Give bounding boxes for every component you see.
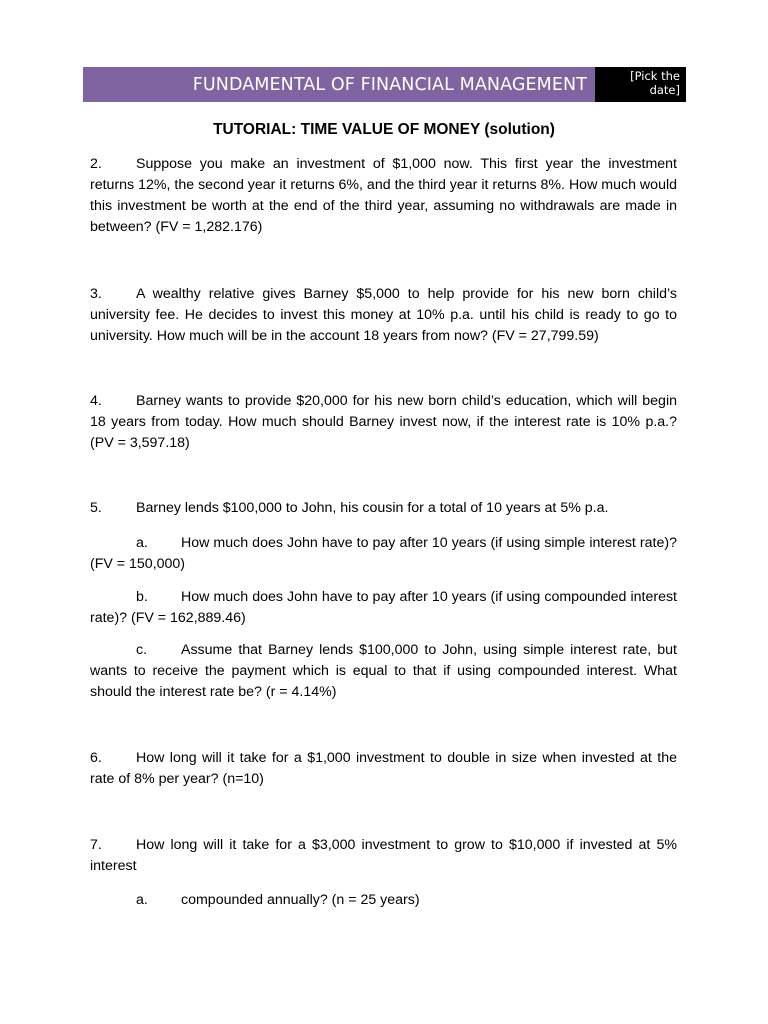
header-date-line2: date]	[649, 83, 680, 97]
question-number: 3.	[90, 286, 102, 302]
question-3	[90, 284, 677, 347]
part-letter: a.	[136, 892, 148, 908]
question-number: 4.	[90, 393, 102, 409]
header-title: FUNDAMENTAL OF FINANCIAL MANAGEMENT	[83, 67, 595, 102]
question-7	[90, 835, 677, 877]
part-letter: b.	[136, 589, 148, 605]
header-date-placeholder[interactable]	[595, 67, 686, 102]
question-number: 2.	[90, 156, 102, 172]
document-title: TUTORIAL: TIME VALUE OF MONEY (solution)	[213, 121, 555, 138]
part-letter: c.	[136, 642, 148, 658]
part-text: Assume that Barney lends $100,000 to John, using simple interest rate, but wants to receive the payment which is equal to that if using compounded interest. What should the interest rate be? (r = 4.14%)	[90, 642, 677, 700]
question-7-part-a	[90, 890, 677, 911]
part-letter: a.	[136, 535, 148, 551]
part-text: How much does John have to pay after 10 years (if using simple interest rate)? (FV = 150,000)	[90, 535, 677, 572]
question-4	[90, 391, 677, 454]
question-5-part-a	[90, 533, 677, 575]
question-text: A wealthy relative gives Barney $5,000 to help provide for his new born child’s university fee. He decides to invest this money at 10% p.a. until his child is ready to go to university. How much will be in the account 18 years from now? (FV = 27,799.59)	[90, 286, 677, 344]
question-text: How long will it take for a $3,000 investment to grow to $10,000 if invested at 5% interest	[90, 837, 677, 874]
document-header	[83, 67, 686, 102]
question-text: Barney wants to provide $20,000 for his new born child’s education, which will begin 18 years from today. How much should Barney invest now, if the interest rate is 10% p.a.? (PV = 3,597.18)	[90, 393, 677, 451]
header-date-line1: [Pick the	[630, 69, 680, 83]
question-text: Barney lends $100,000 to John, his cousin for a total of 10 years at 5% p.a.	[136, 500, 609, 516]
part-text: How much does John have to pay after 10 years (if using compounded interest rate)? (FV = 162,889.46)	[90, 589, 677, 626]
part-text: compounded annually? (n = 25 years)	[181, 892, 420, 908]
question-6	[90, 748, 677, 790]
question-number: 5.	[90, 500, 102, 516]
question-number: 7.	[90, 837, 102, 853]
question-5-part-c	[90, 640, 677, 703]
question-5	[90, 498, 677, 519]
question-2	[90, 154, 677, 238]
question-text: How long will it take for a $1,000 investment to double in size when invested at the rate of 8% per year? (n=10)	[90, 750, 677, 787]
question-text: Suppose you make an investment of $1,000 now. This first year the investment returns 12%, the second year it returns 6%, and the third year it returns 8%. How much would this investment be worth at the end of the third year, assuming no withdrawals are made in between? (FV = 1,282.176)	[90, 156, 677, 235]
question-number: 6.	[90, 750, 102, 766]
question-5-part-b	[90, 587, 677, 629]
